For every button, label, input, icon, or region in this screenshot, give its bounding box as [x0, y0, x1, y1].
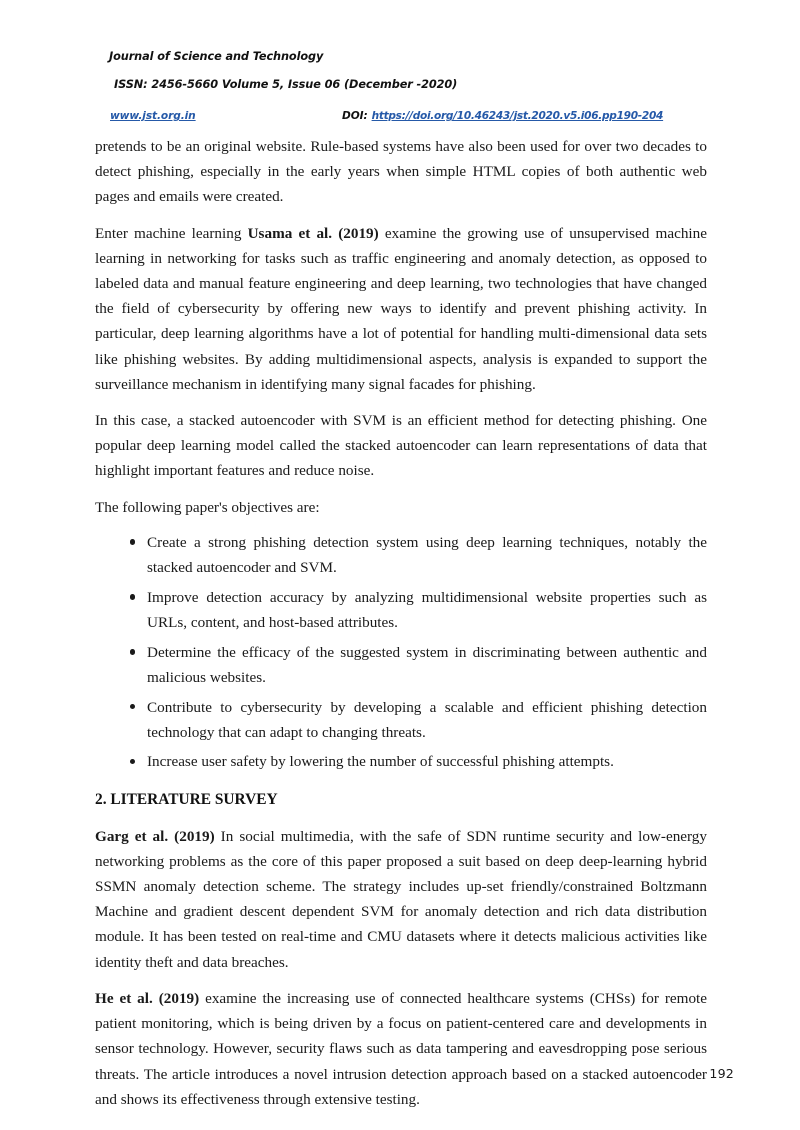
paragraph-usama-post: examine the growing use of unsupervised machine learning in networking for tasks such as traffic engineering and anomaly detection, as opposed to labeled data and manual feature engineering and deep learning, two technologies that have changed the field of cybersecurity by offering new ways to identify and prevent phishing activity. In particular, deep learning algorithms have a lot of potential for handling multi-dimensional data sets like phishing websites. By adding multidimensional aspects, analysis is expanded to support the surveillance mechanism in identifying many signal facades for phishing.	[95, 224, 707, 393]
paragraph-he-text: examine the increasing use of connected healthcare systems (CHSs) for remote patient monitoring, which is being driven by a focus on patient-centered care and developments in sensor technology. However, security flaws such as data tampering and eavesdropping pose serious threats. The article introduces a novel intrusion detection approach based on a stacked autoencoder and shows its effectiveness through extensive testing.	[95, 989, 708, 1108]
paragraph-garg	[95, 824, 707, 975]
page-number: 192	[709, 1066, 734, 1081]
citation-he: He et al. (2019)	[95, 989, 200, 1007]
citation-garg: Garg et al. (2019)	[95, 827, 215, 845]
paragraph-continuation: pretends to be an original website. Rule-based systems have also been used for over two decades to detect phishing, especially in the early years when simple HTML copies of both authentic web pages and emails were created.	[95, 138, 707, 206]
bullet-icon	[130, 649, 135, 654]
list-item	[95, 749, 707, 774]
bullet-icon	[130, 704, 135, 709]
objectives-list	[95, 530, 707, 775]
page-body	[95, 134, 707, 1123]
list-item	[95, 585, 707, 635]
list-item	[95, 640, 707, 690]
list-item-text: Determine the efficacy of the suggested system in discriminating between authentic and malicious websites.	[147, 643, 707, 686]
section-heading-literature-survey: 2. LITERATURE SURVEY	[95, 790, 278, 808]
bullet-icon	[130, 759, 135, 764]
bullet-icon	[130, 539, 135, 544]
doi-group	[342, 106, 663, 124]
doi-link[interactable]: https://doi.org/10.46243/jst.2020.v5.i06.pp190-204	[371, 110, 664, 123]
list-item-text: Improve detection accuracy by analyzing multidimensional website properties such as URLs, content, and host-based attributes.	[147, 588, 707, 631]
page-header	[95, 50, 707, 122]
journal-website-link[interactable]: www.jst.org.in	[110, 110, 196, 123]
bullet-icon	[130, 594, 135, 599]
list-item-text: Contribute to cybersecurity by developing a scalable and efficient phishing detection technology that can adapt to changing threats.	[147, 698, 707, 741]
doi-label: DOI:	[342, 110, 368, 123]
paragraph-usama	[95, 221, 707, 397]
list-item	[95, 695, 707, 745]
paragraph-usama-pre: Enter machine learning	[95, 224, 248, 242]
journal-title: Journal of Science and Technology	[109, 50, 324, 63]
list-item-text: Create a strong phishing detection system using deep learning techniques, notably the stacked autoencoder and SVM.	[147, 533, 707, 577]
paragraph-garg-text: In social multimedia, with the safe of SDN runtime security and low-energy networking problems as the core of this paper proposed a suit based on deep deep-learning hybrid SSMN anomaly detection scheme. The strategy includes up-set friendly/constrained Boltzmann Machine and gradient descent dependent SVM for anomaly detection and rich data distribution module. It has been tested on real-time and CMU datasets where it detects malicious activities like identity theft and data breaches.	[95, 827, 707, 971]
list-item	[95, 530, 707, 580]
paragraph-stacked-autoencoder: In this case, a stacked autoencoder with SVM is an efficient method for detecting phishing. One popular deep learning model called the stacked autoencoder can learn representations of data that highlight important features and reduce noise.	[95, 412, 707, 480]
citation-usama: Usama et al. (2019)	[247, 224, 379, 242]
list-item-text: Increase user safety by lowering the number of successful phishing attempts.	[147, 753, 614, 771]
header-links-row	[110, 106, 707, 122]
paragraph-objectives-intro: The following paper's objectives are:	[95, 498, 320, 516]
issn-volume-issue-line: ISSN: 2456-5660 Volume 5, Issue 06 (December -2020)	[114, 78, 458, 92]
paragraph-he	[95, 986, 707, 1112]
